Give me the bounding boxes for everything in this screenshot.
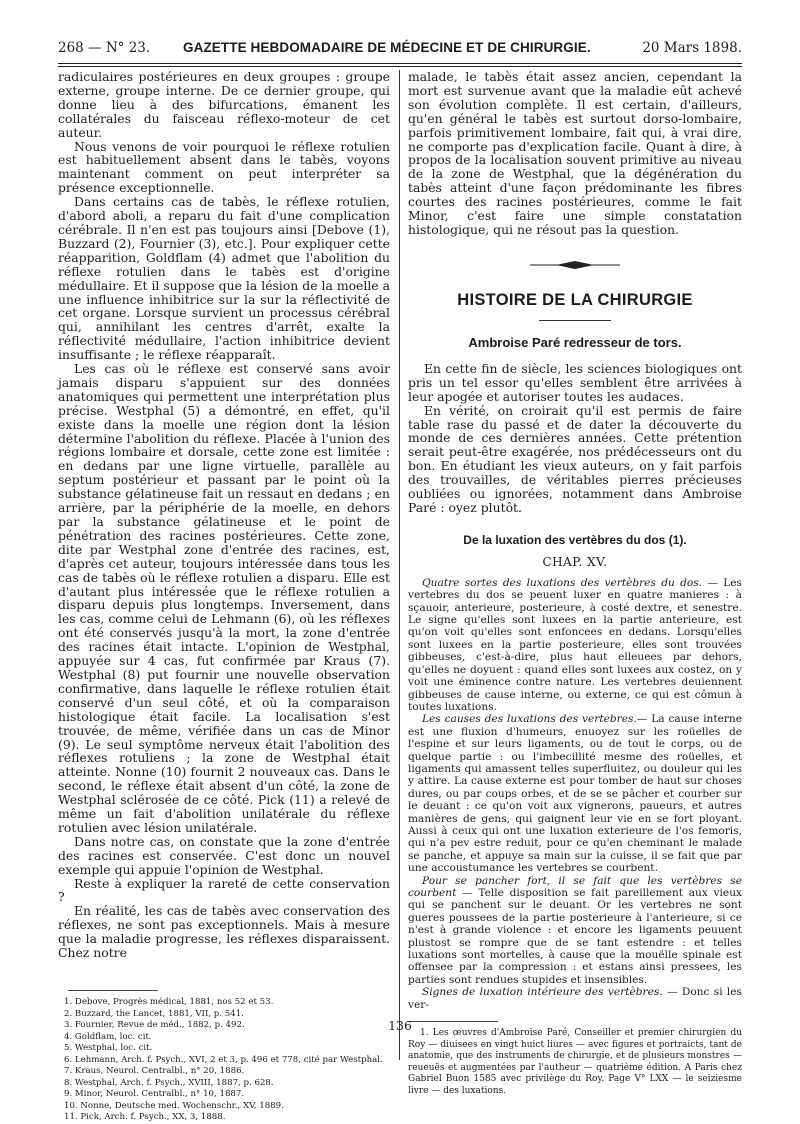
paragraph: radiculaires postérieures en deux groupes : groupe externe, groupe interne. De ce dernier groupe, qui donne lieu à des bifurcations, émanent les collatérales du faisceau réflexo-moteur de cet auteur.: [58, 69, 390, 140]
quote-heading: Pour se pancher fort, il se fait que les vertèbres se courbent —: [408, 874, 742, 899]
footnote: 3. Fournier, Revue de méd., 1882, p. 492.: [64, 1020, 245, 1030]
footnote: 11. Pick, Arch. f. Psych., XX, 3, 1888.: [64, 1112, 226, 1122]
page-header: [58, 40, 742, 62]
footnote: 7. Kraus, Neurol. Centralbl., n° 20, 1886.: [64, 1066, 245, 1076]
article-title: Ambroise Paré redresseur de tors.: [468, 334, 682, 350]
footnote: 8. Westphal, Arch. f. Psych., XVIII, 1887, p. 628.: [64, 1077, 274, 1088]
paragraph: Dans notre cas, on constate que la zone d'entrée des racines est conservée. C'est donc un nouvel exemple qui appuie l'opinion de Westphal.: [58, 833, 390, 877]
footnote: 10. Nonne, Deutsche med. Wochenschr., XV, 1889.: [64, 1100, 284, 1111]
paragraph: Dans certains cas de tabès, le réflexe rotulien, d'abord aboli, a reparu du fait d'une complication cérébrale. Il n'en est pas toujours ainsi [Debove (1), Buzzard (2), Fournier (3), etc.]. Pour expliquer cette réapparition, Goldflam (4) admet que l'abolition du réflexe rotulien dans le tabès est d'origine médullaire. Et il suppose que la lésion de la moelle a une influence inhibitrice sur la sur la réflectivité de cet organe. Lorsque survient un processus cérébral qui, annihilant les centres d'arrêt, exalte la réflectivité médullaire, l'action inhibitrice devient insuffisante ; le réflexe réapparaît.: [58, 194, 390, 363]
paragraph: Les cas où le réflexe est conservé sans avoir jamais disparu s'appuient sur des données anatomiques qui permettent une interprétation plus précise. Westphal (5) a démontré, en effet, qu'il existe dans la moelle une région dont la lésion détermine l'abolition du réflexe. Placée à l'union des régions lombaire et dorsale, cette zone est limitée : en dedans par une ligne virtuelle, parallèle au septum postérieur et passant par le point où la substance gélatineuse fait un ressaut en dedans ; en arrière, par la périphérie de la moelle, en dehors par la substance gélatineuse et le point de pénétration des racines postérieures. Cette zone, dite par Westphal zone d'entrée des racines, est, d'après cet auteur, toujours intéressée dans tous les cas de tabès où le réflexe rotulien a disparu. Elle est d'autant plus intéressée que le réflexe rotulien a disparu depuis plus longtemps. Inversement, dans les cas, comme celui de Lehmann (6), où les réflexes ont été conservés jusqu'à la mort, la zone d'entrée des racines était intacte. L'opinion de Westphal, appuyée sur 4 cas, fut confirmée par Kraus (7). Westphal (8) put fournir une nouvelle observation confirmative, dans laquelle le réflexe rotulien était conservé d'un seul côté, et où la comparaison histologique était facile. La localisation s'est trouvée, de même, vérifiée dans un cas de Minor (9). Le seul symptôme nerveux était l'abolition des réflexes rotuliens ; la zone de Westphal était atteinte. Nonne (10) fournit 2 nouveaux cas. Dans le second, le réflexe était absent d'un côté, la zone de Westphal sclérosée de ce côté. Pick (11) a relevé de même un fait d'abolition unilatérale du réflexe rotulien avec lésion unilatérale.: [58, 361, 390, 835]
footnote: 9. Minor, Neurol. Centralbl., n° 10, 1887.: [64, 1089, 245, 1099]
footnote: 5. Westphal, loc. cit.: [64, 1043, 153, 1053]
quote-title: De la luxation des vertèbres du dos (1).: [463, 532, 687, 547]
paragraph: malade, le tabès était assez ancien, cependant la mort est survenue avant que la maladie eût achevé son évolution complète. Il est certain, d'ailleurs, qu'en général le tabès est surtout dorso-lombaire, parfois primitivement lombaire, fait qui, à vrai dire, ne comporte pas d'explication facile. Quant à dire, à propos de la localisation souvent primitive au niveau de la zone de Westphal, que la dégénération du tabès atteint d'une façon prédominante les fibres courtes des racines postérieures, comme le fait Minor, c'est faire une simple constatation histologique, qui ne résout pas la question.: [408, 69, 742, 237]
footnote: 2. Buzzard, the Lancet, 1881, VII, p. 541.: [64, 1008, 244, 1019]
journal-title: GAZETTE HEBDOMADAIRE DE MÉDECINE ET DE CHIRURGIE.: [183, 40, 591, 55]
paragraph: Nous venons de voir pourquoi le réflexe rotulien est habituellement absent dans le tabès, voyons maintenant comment on peut interpréter sa présence exceptionnelle.: [58, 138, 390, 196]
paragraph: En cette fin de siècle, les sciences biologiques ont pris un tel essor qu'elles semblent être arrivées à leur apogée et autoriser toutes les audaces.: [408, 360, 742, 404]
page-number: 268 — N° 23.: [58, 40, 151, 56]
footnote-rule: [68, 990, 158, 991]
header-rule: [58, 63, 742, 67]
paragraph: En réalité, les cas de tabès avec conservation des réflexes, ne sont pas exceptionnels. Mais à mesure que la maladie progresse, les réflexes disparaissent. Chez notre: [58, 903, 390, 961]
section-ornament: [530, 259, 620, 271]
quote-text: Telle disposition se fait pareillement aux vieux qui se panchent sur le deuant. Or les vertebres ne sont gueres poussees de la partie posterieure à l'anterieure, si ce n'est à grande violence : et encore les ligaments peuuent plustost se rompre que de se tant estendre : et telles luxations sont mortelles, à cause que la mouëlle spinale est offensee par la compression : et estans ainsi pressees, les parties sont rendues stupides et insensibles.: [408, 887, 742, 986]
footnote: 6. Lehmann, Arch. f. Psych., XVI, 2 et 3, p. 496 et 778, cité par Westphal.: [64, 1054, 383, 1065]
quote-heading: Quatre sortes des luxations des vertèbres du dos.: [422, 576, 703, 589]
section-rule: [539, 320, 611, 321]
footnote: 4. Goldflam, loc. cit.: [64, 1031, 152, 1042]
paragraph: Reste à expliquer la rareté de cette conservation ?: [58, 875, 390, 905]
quote-paragraph: [408, 713, 742, 874]
quote-paragraph: [408, 577, 742, 713]
footnote: 1. Les œuvres d'Ambroise Paré, Conseiller et premier chirurgien du Roy — diuisees en vingt huict liures — avec figures et portraicts, tant de anatomie, que des instruments de chirurgie, et de plusieurs monstres — reueuës et augmentées par l'autheur — quatrième édition. A Paris chez Gabriel Buon 1585 avec privilège du Roy. Page V° LXX — le seiziesme livre — des luxations.: [408, 1028, 742, 1096]
quote-heading: Signes de luxation intérieure des vertèbres.: [422, 986, 663, 999]
column-rule: [399, 70, 400, 1060]
paragraph: En vérité, on croirait qu'il est permis de faire table rase du passé et de dater la découverte du monde de ces dernières années. Cette prétention serait peut-être exagérée, nos prédécesseurs ont du bon. En étudiant les vieux auteurs, on y fait parfois des trouvailles, de véritables pierres précieuses oubliées ou ignorées, notamment dans Ambroise Paré : oyez plutôt.: [408, 402, 742, 515]
chapter-heading: CHAP. XV.: [542, 554, 608, 569]
right-column: [408, 70, 742, 1097]
footnote: 1. Debove, Progrès médical, 1881, nos 52 et 53.: [64, 997, 274, 1007]
left-column: [58, 70, 390, 1124]
quote-text: — La cause interne est une fluxion d'humeurs, enuoyez sur les roüelles de l'espine et sur leurs ligaments, ou de tout le corps, ou de quelque partie : ou l'imbecillité mesme des roüelles, et ligaments qui amassent telles superfluitez, ou douleur qui les y attire. La cause externe est pour tomber de haut sur choses dures, ou par coups orbes, et de se se pâcher et courber sur le deuant : ce qu'on voit aux vignerons, paueurs, et autres manières de gens, qui gaignent leur vie en se fort ployant. Aussi à ceux qui ont une luxation exterieure de l'os femoris, qui n'a pev estre reduit, pour ce qu'en cheminant le malade se panche, et appuye sa main sur la cuisse, il se fait que par une accoustumance les vertebres se courbent.: [408, 713, 742, 875]
quote-paragraph: [408, 986, 742, 1011]
quote-paragraph: [408, 875, 742, 987]
quote-text: — Donc si les ver-: [408, 986, 742, 1011]
folio-number: 136: [388, 1018, 412, 1033]
issue-date: 20 Mars 1898.: [642, 40, 742, 56]
quote-heading: Les causes des luxations des vertebres.: [422, 713, 637, 726]
section-title: HISTOIRE DE LA CHIRURGIE: [457, 290, 693, 309]
quote-text: — Les vertebres du dos se peuent luxer en quatre manieres : à sçauoir, anterieure, posterieure, à costé dextre, et senestre. Le signe qu'elles sont luxees en la partie anterieure, est qu'on voit qu'elles sont enfoncees en dedans. Lorsqu'elles sont luxees en la partie posterieure, elles sont trouvées gibbeuses, c'est-à-dire, plus haut elleuees par dehors, qu'elles ne doyuent : quand elles sont luxees aux costez, on y voit une éminence contre nature. Les vertebres deuiennent gibbeuses de cause interne, ou externe, ce qui est cômun à toutes luxations.: [408, 576, 742, 713]
